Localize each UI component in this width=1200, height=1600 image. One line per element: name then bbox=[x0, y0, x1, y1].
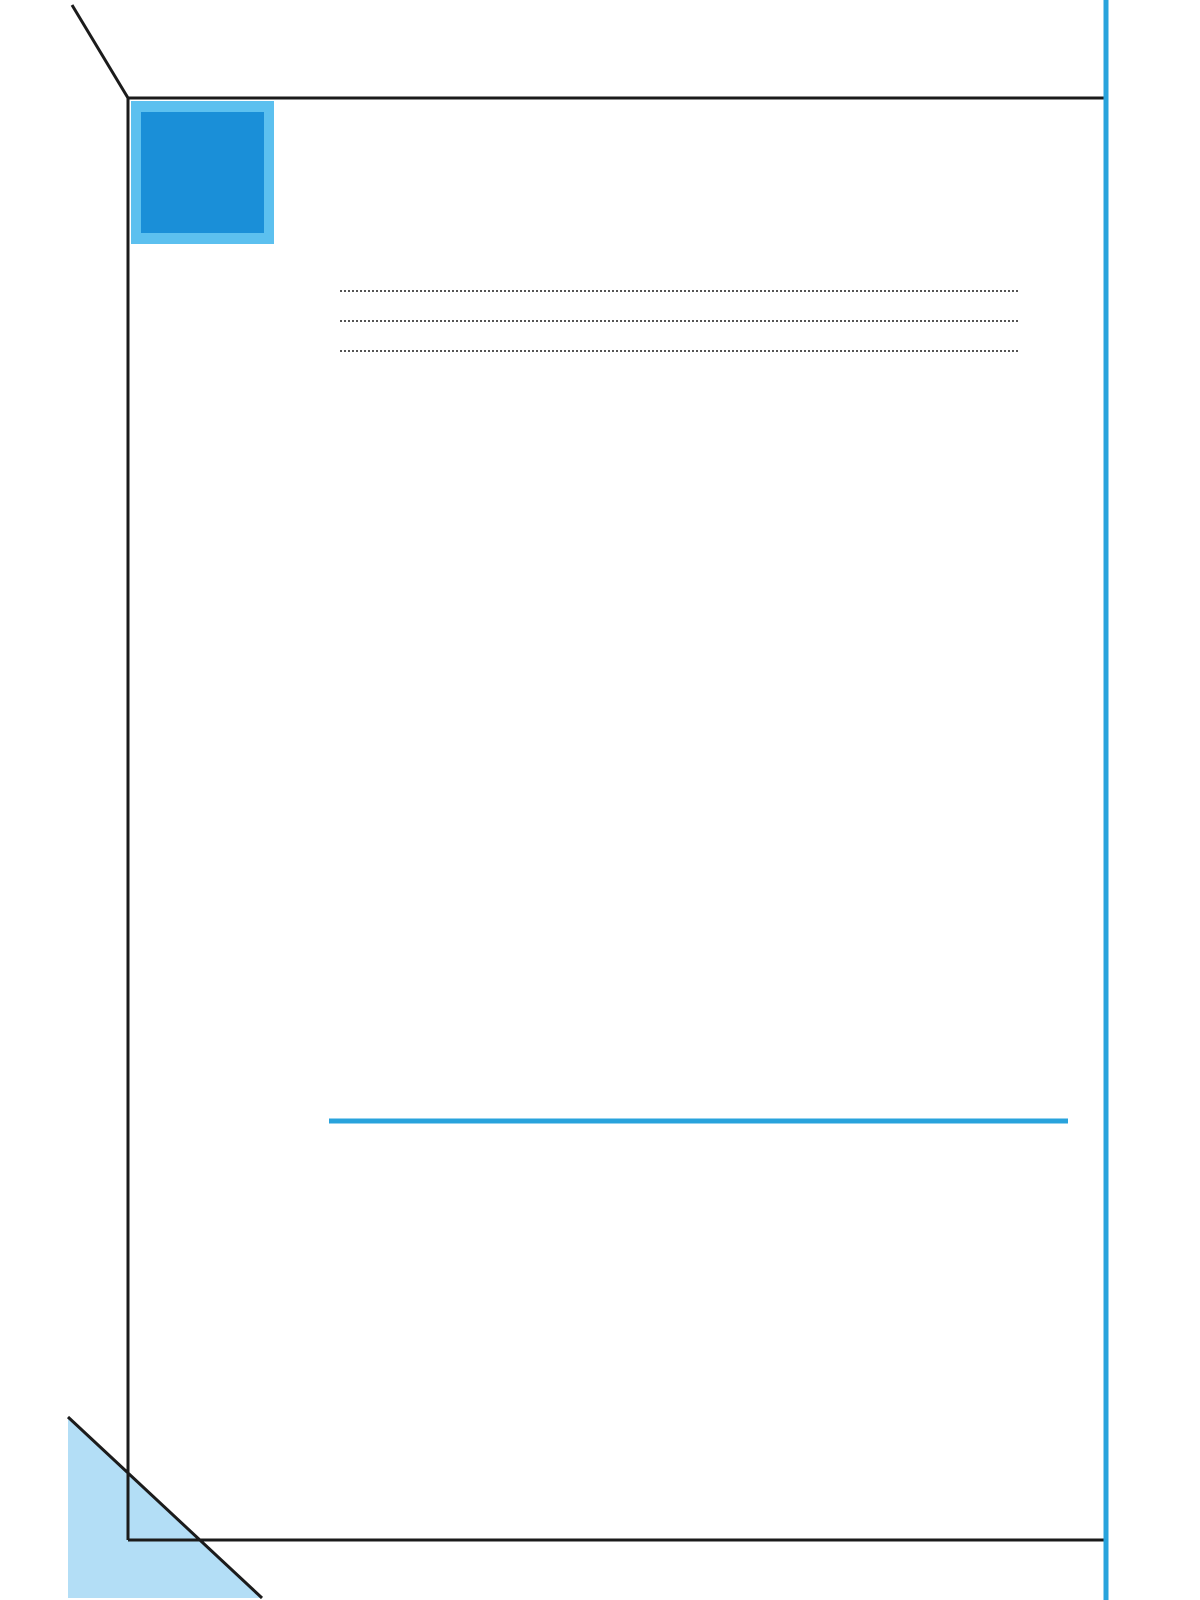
dot-leader bbox=[340, 314, 1018, 322]
toc-entry[interactable] bbox=[332, 346, 1068, 354]
decor-square-inner bbox=[141, 112, 264, 233]
toc-entry[interactable] bbox=[332, 316, 1068, 324]
toc-entry[interactable] bbox=[332, 286, 1068, 294]
dot-leader bbox=[340, 284, 1018, 292]
dot-leader bbox=[340, 344, 1018, 352]
toc-list bbox=[332, 286, 1068, 376]
toc-line bbox=[332, 316, 1068, 324]
toc-line bbox=[332, 346, 1068, 354]
toc-line bbox=[332, 286, 1068, 294]
